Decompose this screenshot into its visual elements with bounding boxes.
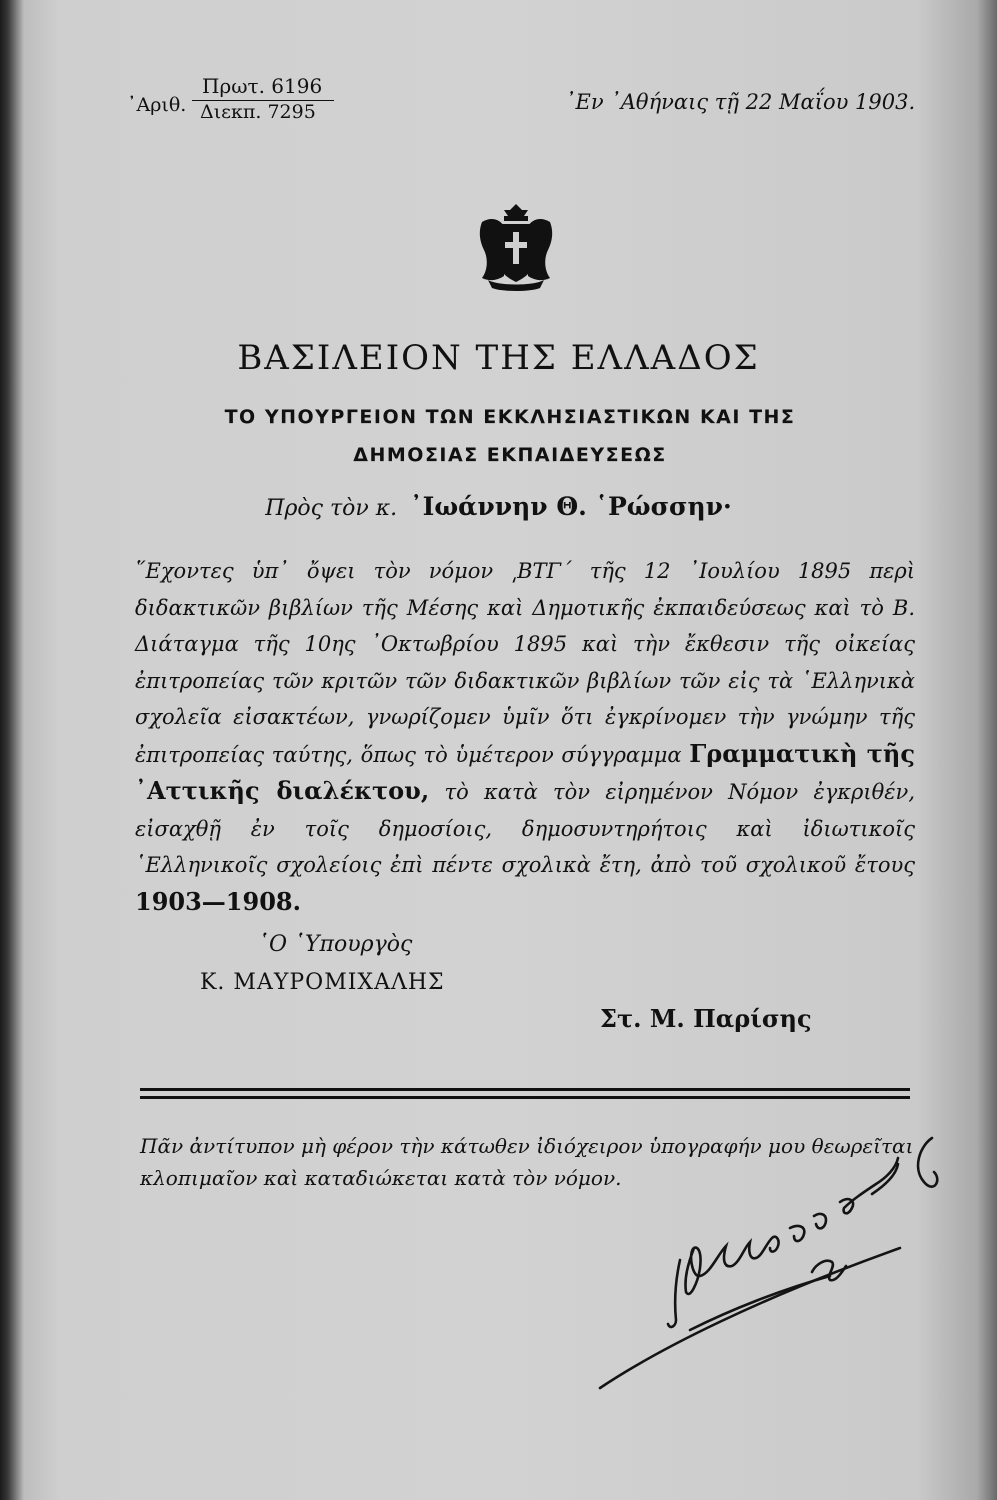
document-date: ᾿Εν ᾿Αθήναις τῇ 22 Μαΐου 1903. (565, 90, 916, 114)
ministry-line-2: ΔΗΜΟΣΙΑΣ ΕΚΠΑΙΔΕΥΣΕΩΣ (353, 444, 667, 466)
divider-line (140, 1096, 910, 1099)
ref-fraction (192, 74, 334, 123)
addressee (0, 492, 997, 521)
ministry-heading (180, 398, 840, 474)
ref-label: ᾿Αριθ. (127, 94, 187, 116)
addressee-prefix: Πρὸς τὸν κ. (265, 496, 398, 521)
handwritten-signature-icon (590, 1120, 970, 1400)
royal-crest-icon (468, 200, 564, 294)
body-text-end: τὸ κατὰ τὸν εἰρημένον Νόμον ἐγκριθέν, εἰσαχθῇ ἐν τοῖς δημοσίοις, δημοσυντηρήτοις καὶ ἰδιωτικοῖς ῾Ελληνικοῖς σχολείοις ἐπὶ πέντε σχολικὰ ἔτη, ἀπὸ τοῦ σχολικοῦ ἔτους (135, 780, 915, 877)
ref-division: Διεκπ. 7295 (200, 101, 316, 123)
ref-protocol: Πρωτ. 6196 (192, 74, 334, 101)
minister-name: Κ. ΜΑΥΡΟΜΙΧΑΛΗΣ (200, 970, 445, 995)
school-years: 1903—1908. (135, 886, 301, 916)
letter-body (135, 553, 915, 921)
copyright-notice: Πᾶν ἀντίτυπον μὴ φέρον τὴν κάτωθεν ἰδιόχειρον ὑπογραφήν μου θεωρεῖται κλοπιμαῖον καὶ καταδιώκεται κατὰ τὸν νόμον. (140, 1134, 914, 1190)
official-signature: Στ. Μ. Παρίσης (600, 1004, 812, 1033)
kingdom-heading: ΒΑΣΙΛΕΙΟΝ ΤΗΣ ΕΛΛΑΔΟΣ (237, 338, 760, 378)
book-title: Γραμματικὴ τῆς ᾿Αττικῆς διαλέκτου, (135, 738, 915, 805)
body-text-start: ῞Εχοντες ὑπ᾿ ὄψει τὸν νόμον ͵ΒΤΓ΄ τῆς 12 ᾿Ιουλίου 1895 περὶ διδακτικῶν βιβλίων τῆς Μέσης καὶ Δημοτικῆς ἐκπαιδεύσεως καὶ τὸ Β. Διάταγμα τῆς 10ης ᾿Οκτωβρίου 1895 καὶ τὴν ἔκθεσιν τῆς οἰκείας ἐπιτροπείας τῶν κριτῶν τῶν διδακτικῶν βιβλίων τῶν εἰς τὰ ῾Ελληνικὰ σχολεῖα εἰσακτέων, γνωρίζομεν ὑμῖν ὅτι ἐγκρίνομεν τὴν γνώμην τῆς ἐπιτροπείας ταύτης, ὅπως τὸ ὑμέτερον σύγγραμμα (135, 559, 915, 767)
addressee-name: ᾿Ιωάννην Θ. ῾Ρώσσην· (410, 492, 732, 521)
ministry-line-1: ΤΟ ΥΠΟΥΡΓΕΙΟΝ ΤΩΝ ΕΚΚΛΗΣΙΑΣΤΙΚΩΝ ΚΑΙ ΤΗΣ (224, 406, 796, 428)
divider-line (140, 1088, 910, 1091)
minister-title: ῾Ο ῾Υπουργὸς (258, 932, 413, 957)
